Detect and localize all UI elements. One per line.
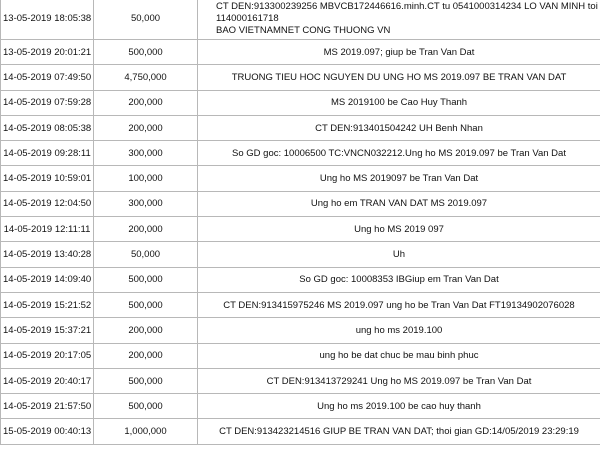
description-cell: TRUONG TIEU HOC NGUYEN DU UNG HO MS 2019.097 BE TRAN VAN DAT [198,65,600,90]
amount-cell: 200,000 [94,115,198,140]
date-cell: 15-05-2019 00:40:13 [1,419,94,444]
amount-cell: 500,000 [94,292,198,317]
date-cell: 14-05-2019 12:11:11 [1,217,94,242]
donation-table-body [1,0,600,444]
date-cell: 14-05-2019 07:49:50 [1,65,94,90]
amount-cell: 300,000 [94,141,198,166]
description-cell: ung ho be dat chuc be mau binh phuc [198,343,600,368]
amount-cell: 500,000 [94,394,198,419]
table-row [1,419,600,444]
amount-cell: 500,000 [94,40,198,65]
date-cell: 14-05-2019 09:28:11 [1,141,94,166]
date-cell: 14-05-2019 21:57:50 [1,394,94,419]
amount-cell: 100,000 [94,166,198,191]
amount-cell: 200,000 [94,90,198,115]
description-cell: Ung ho MS 2019 097 [198,217,600,242]
amount-cell: 200,000 [94,318,198,343]
date-cell: 14-05-2019 12:04:50 [1,191,94,216]
table-row [1,166,600,191]
description-cell: ung ho ms 2019.100 [198,318,600,343]
description-cell: So GD goc: 10006500 TC:VNCN032212.Ung ho MS 2019.097 be Tran Van Dat [198,141,600,166]
amount-cell: 200,000 [94,217,198,242]
table-row [1,267,600,292]
date-cell: 14-05-2019 20:17:05 [1,343,94,368]
amount-cell: 1,000,000 [94,419,198,444]
description-cell: MS 2019100 be Cao Huy Thanh [198,90,600,115]
table-row [1,65,600,90]
description-cell: CT DEN:913415975246 MS 2019.097 ung ho be Tran Van Dat FT19134902076028 [198,292,600,317]
description-cell: MS 2019.097; giup be Tran Van Dat [198,40,600,65]
description-line: BAO VIETNAMNET CONG THUONG VN [216,24,391,36]
date-cell: 14-05-2019 13:40:28 [1,242,94,267]
table-row [1,318,600,343]
table-row [1,40,600,65]
date-cell: 13-05-2019 20:01:21 [1,40,94,65]
date-cell: 14-05-2019 15:21:52 [1,292,94,317]
description-cell: CT DEN:913401504242 UH Benh Nhan [198,115,600,140]
amount-cell: 500,000 [94,267,198,292]
description-cell: Ung ho em TRAN VAN DAT MS 2019.097 [198,191,600,216]
amount-cell: 300,000 [94,191,198,216]
table-row [1,90,600,115]
amount-cell: 200,000 [94,343,198,368]
table-row [1,217,600,242]
amount-cell: 500,000 [94,368,198,393]
description-cell: Ung ho MS 2019097 be Tran Van Dat [198,166,600,191]
date-cell: 14-05-2019 08:05:38 [1,115,94,140]
table-row [1,141,600,166]
date-cell: 14-05-2019 10:59:01 [1,166,94,191]
table-row [1,292,600,317]
description-cell [198,0,600,40]
date-cell: 13-05-2019 18:05:38 [1,0,94,40]
amount-cell: 4,750,000 [94,65,198,90]
date-cell: 14-05-2019 20:40:17 [1,368,94,393]
description-cell: CT DEN:913413729241 Ung ho MS 2019.097 be Tran Van Dat [198,368,600,393]
table-row [1,191,600,216]
amount-cell: 50,000 [94,0,198,40]
table-row [1,242,600,267]
table-row [1,394,600,419]
description-cell: Uh [198,242,600,267]
date-cell: 14-05-2019 07:59:28 [1,90,94,115]
table-row [1,343,600,368]
table-row [1,115,600,140]
date-cell: 14-05-2019 15:37:21 [1,318,94,343]
table-row [1,0,600,40]
table-row [1,368,600,393]
date-cell: 14-05-2019 14:09:40 [1,267,94,292]
description-cell: CT DEN:913423214516 GIUP BE TRAN VAN DAT; thoi gian GD:14/05/2019 23:29:19 [198,419,600,444]
amount-cell: 50,000 [94,242,198,267]
description-line: CT DEN:913300239256 MBVCB172446616.minh.CT tu 0541000314234 LO VAN MINH toi 114000161718 [216,0,598,24]
description-cell: So GD goc: 10008353 IBGiup em Tran Van Dat [198,267,600,292]
description-cell: Ung ho ms 2019.100 be cao huy thanh [198,394,600,419]
